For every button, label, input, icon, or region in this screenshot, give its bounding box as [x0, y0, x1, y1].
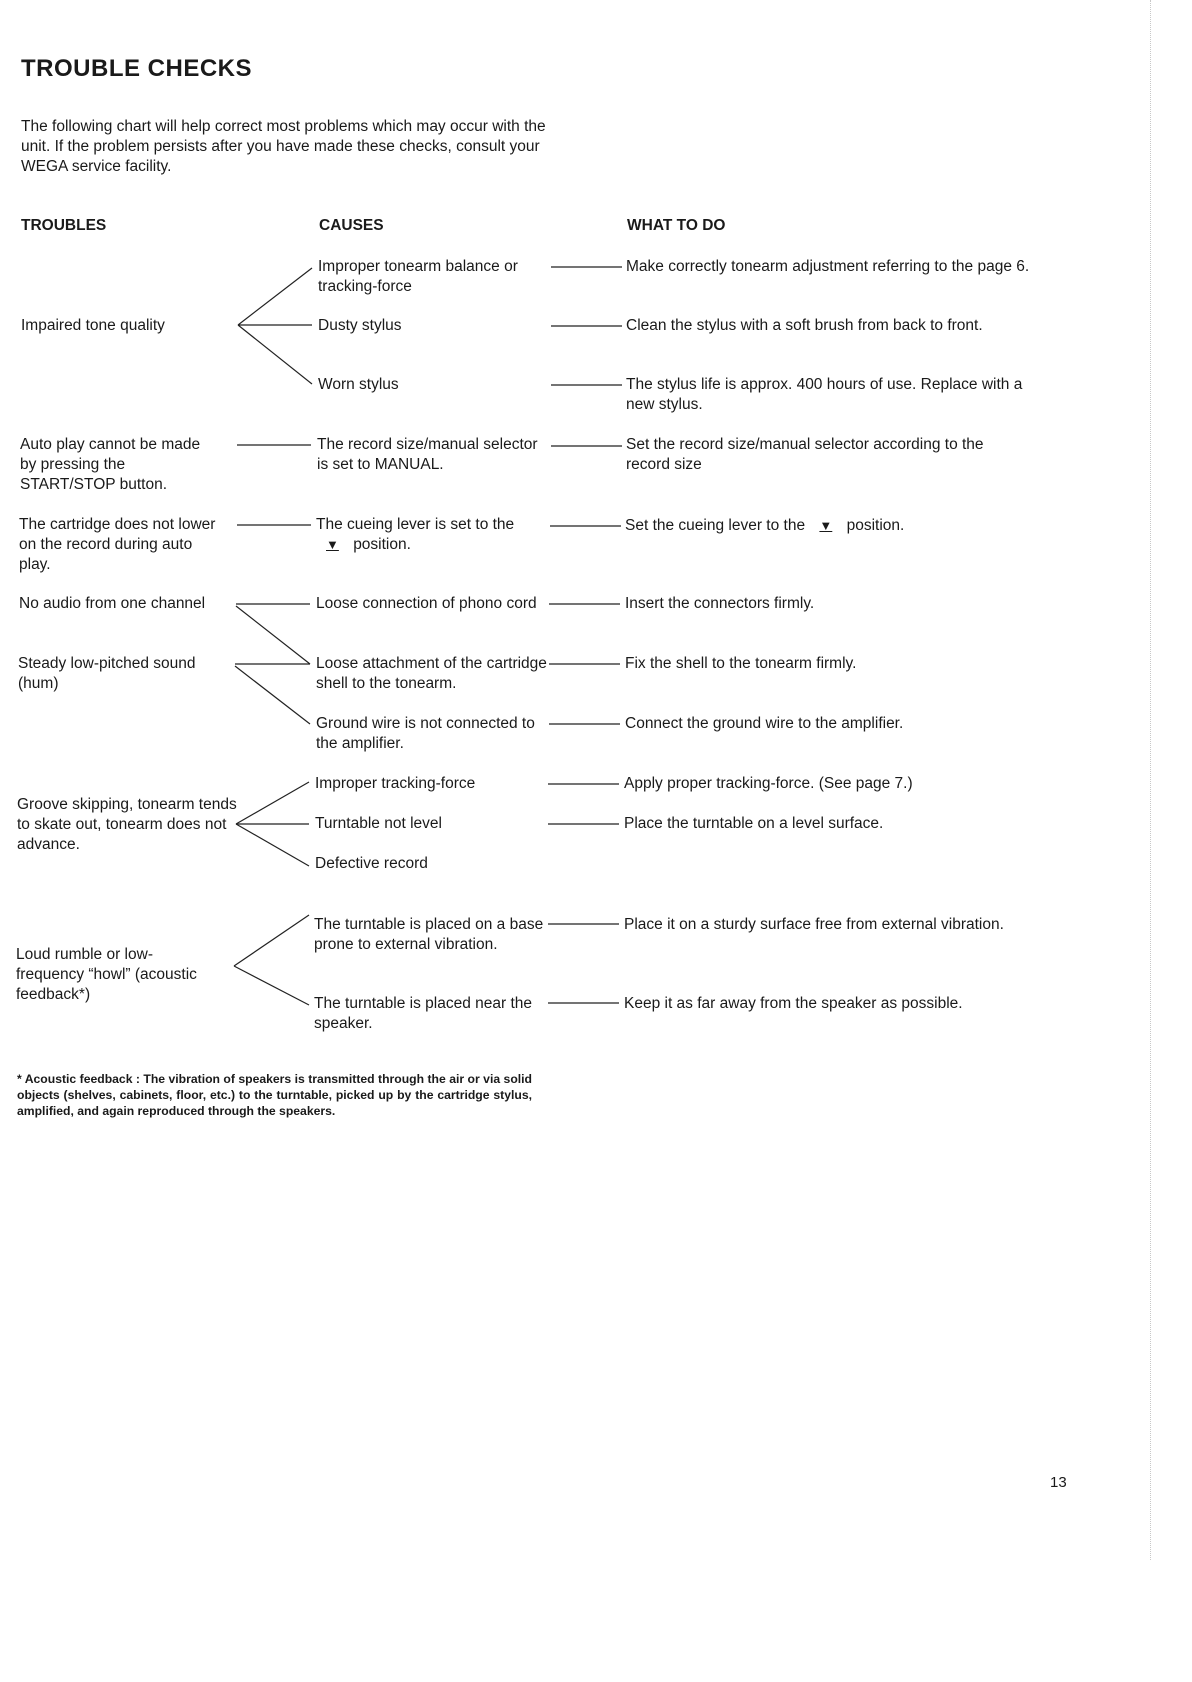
- footnote-acoustic-feedback: * Acoustic feedback : The vibration of speakers is transmitted through the air or via solid objects (shelves, cabinets, floor, etc.) to the turntable, picked up by the cartridge stylus, amplified, and again reproduced through the speakers.: [17, 1072, 532, 1118]
- remedy-cueing-lever-text: Set the cueing lever to the: [625, 517, 806, 534]
- cause-tonearm-balance: Improper tonearm balance or tracking-force: [318, 258, 518, 295]
- cause-dusty-stylus: Dusty stylus: [318, 317, 402, 334]
- cause-not-level: Turntable not level: [315, 815, 442, 832]
- trouble-hum: Steady low-pitched sound (hum): [18, 655, 196, 692]
- cause-ground-wire: Ground wire is not connected to the amplifier.: [316, 715, 535, 752]
- trouble-cartridge-not-lower: The cartridge does not lower on the record during auto play.: [19, 516, 216, 573]
- remedy-cueing-lever-suffix: position.: [846, 517, 905, 534]
- remedy-tracking-force: Apply proper tracking-force. (See page 7.): [624, 775, 913, 792]
- cause-selector-manual: The record size/manual selector is set to MANUAL.: [317, 436, 538, 473]
- remedy-tonearm-adjust: Make correctly tonearm adjustment referring to the page 6.: [626, 258, 1030, 275]
- cause-base-vibration: The turntable is placed on a base prone to external vibration.: [314, 916, 544, 953]
- remedy-clean-stylus: Clean the stylus with a soft brush from back to front.: [626, 317, 983, 334]
- connector-line: [235, 666, 310, 724]
- cause-worn-stylus: Worn stylus: [318, 376, 399, 393]
- cause-cueing-lever-text: The cueing lever is set to the: [316, 516, 515, 533]
- remedy-fix-shell: Fix the shell to the tonearm firmly.: [625, 655, 857, 672]
- intro-paragraph: The following chart will help correct most problems which may occur with the unit. If the problem persists after you have made these checks, consult your WEGA service facility.: [21, 118, 546, 175]
- remedy-cueing-lever: [625, 516, 1045, 536]
- header-troubles: TROUBLES: [21, 217, 107, 234]
- trouble-no-audio: No audio from one channel: [19, 595, 206, 612]
- remedy-replace-stylus: The stylus life is approx. 400 hours of use. Replace with a new stylus.: [626, 376, 1023, 413]
- remedy-away-from-speaker: Keep it as far away from the speaker as possible.: [624, 995, 963, 1012]
- connector-line: [234, 915, 309, 966]
- cause-defective-record: Defective record: [315, 855, 428, 872]
- connector-line: [236, 606, 310, 664]
- cue-down-icon: ▼: [819, 518, 833, 533]
- connector-line: [238, 268, 312, 325]
- cause-cueing-lever: [316, 515, 516, 555]
- header-causes: CAUSES: [319, 217, 384, 234]
- remedy-connect-ground: Connect the ground wire to the amplifier.: [625, 715, 904, 732]
- remedy-level-surface: Place the turntable on a level surface.: [624, 815, 884, 832]
- connector-line: [234, 966, 309, 1005]
- cause-near-speaker: The turntable is placed near the speaker.: [314, 995, 532, 1032]
- remedy-set-selector: Set the record size/manual selector according to the record size: [626, 436, 984, 473]
- cause-phono-cord: Loose connection of phono cord: [316, 595, 537, 612]
- connector-line: [236, 782, 309, 824]
- cause-shell-attachment: Loose attachment of the cartridge shell to the tonearm.: [316, 655, 547, 692]
- cause-tracking-force: Improper tracking-force: [315, 775, 476, 792]
- page-title: TROUBLE CHECKS: [21, 55, 253, 82]
- cue-down-icon: ▼: [326, 537, 339, 552]
- trouble-auto-play: Auto play cannot be made by pressing the START/STOP button.: [20, 436, 201, 493]
- remedy-sturdy-surface: Place it on a sturdy surface free from external vibration.: [624, 916, 1004, 933]
- trouble-impaired-tone: Impaired tone quality: [21, 317, 165, 334]
- trouble-groove-skipping: Groove skipping, tonearm tends to skate out, tonearm does not advance.: [17, 796, 237, 853]
- cause-cueing-lever-suffix: position.: [353, 536, 411, 553]
- connector-line: [236, 824, 309, 866]
- remedy-insert-connectors: Insert the connectors firmly.: [625, 595, 815, 612]
- header-what-to-do: WHAT TO DO: [627, 217, 726, 234]
- connector-line: [238, 325, 312, 384]
- page-number: 13: [1050, 1474, 1067, 1491]
- trouble-rumble-howl: Loud rumble or low-frequency “howl” (acoustic feedback*): [16, 946, 197, 1003]
